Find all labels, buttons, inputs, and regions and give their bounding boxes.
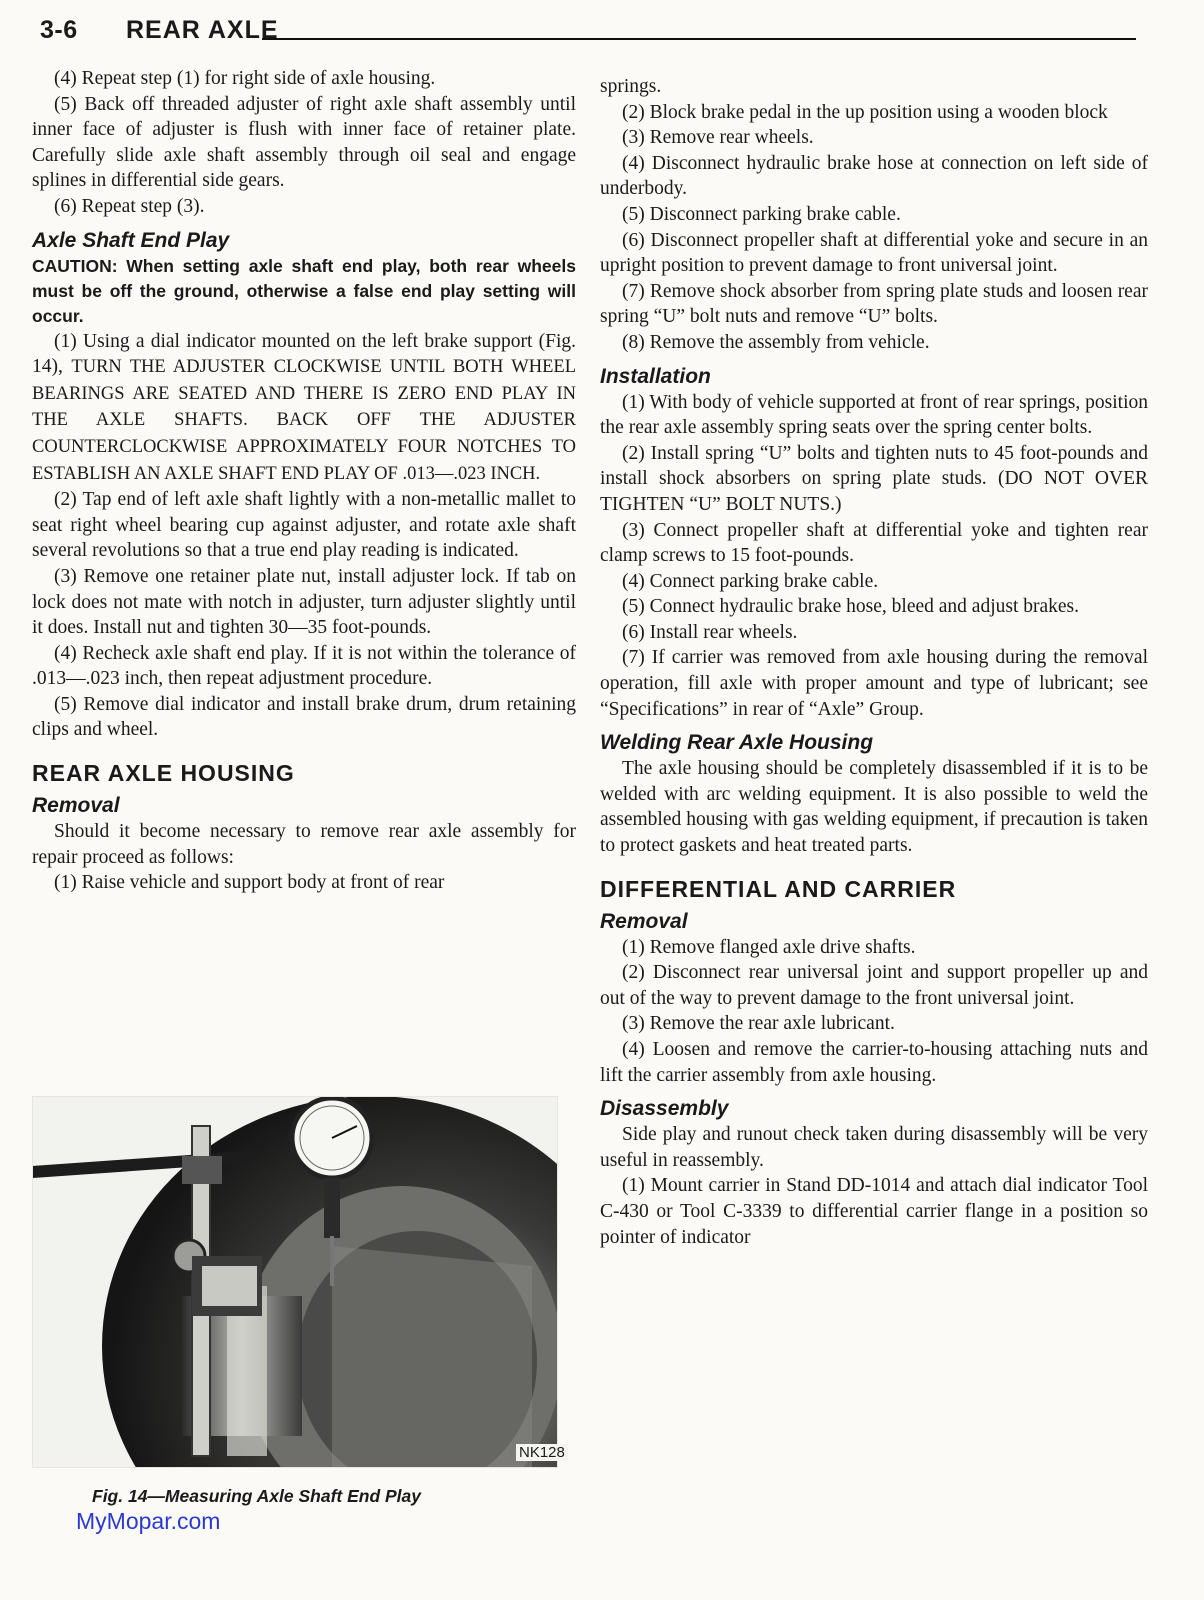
differential-removal-step: (2) Disconnect rear universal joint and support propeller up and out of the way to prevent damage to the front universal joint. — [600, 962, 1148, 1009]
end-play-step: (5) Remove dial indicator and install brake drum, drum retaining clips and wheel. — [32, 693, 576, 741]
removal-step: (6) Disconnect propeller shaft at differential yoke and secure in an upright position to prevent damage to front universal joint. — [600, 229, 1148, 277]
removal-step: (5) Disconnect parking brake cable. — [622, 203, 901, 225]
figure-label: NK128 — [516, 1444, 568, 1461]
step-1-lead: (1) Using a dial indicator mounted on the left brake support (Fig. 14), — [32, 330, 576, 378]
right-column — [600, 74, 1148, 1250]
differential-section-title: DIFFERENTIAL AND CARRIER — [600, 875, 957, 902]
disassembly-paragraph: Side play and runout check taken during disassembly will be very useful in reassembly. — [600, 1124, 1148, 1171]
installation-step: (1) With body of vehicle supported at front of rear springs, position the rear axle assembly spring seats over the spring center bolts. — [600, 391, 1148, 439]
page-title: REAR AXLE — [126, 16, 279, 44]
installation-heading: Installation — [600, 364, 711, 388]
left-column — [32, 66, 576, 896]
end-play-step-1 — [32, 329, 576, 488]
mymopar-link[interactable]: MyMopar.com — [76, 1508, 221, 1534]
installation-step: (7) If carrier was removed from axle housing during the removal operation, fill axle with proper amount and type of lubricant; see “Specifications” in rear of “Axle” Group. — [600, 647, 1148, 720]
differential-removal-step: (4) Loosen and remove the carrier-to-housing attaching nuts and lift the carrier assembly from axle housing. — [600, 1039, 1148, 1086]
end-play-step: (2) Tap end of left axle shaft lightly with a non-metallic mallet to seat right wheel bearing cup against adjuster, and rotate axle shaft several revolutions so that a true end play reading is indicated. — [32, 489, 576, 562]
welding-paragraph: The axle housing should be completely disassembled if it is to be welded with arc welding equipment. It is also possible to weld the assembled housing with gas welding equipment, if precaution is taken to protect gaskets and heat treated parts. — [600, 758, 1148, 857]
welding-heading: Welding Rear Axle Housing — [600, 731, 874, 755]
paragraph: (4) Repeat step (1) for right side of axle housing. — [54, 68, 436, 89]
differential-removal-step: (1) Remove flanged axle drive shafts. — [622, 936, 916, 958]
removal-step: (2) Block brake pedal in the up position using a wooden block — [622, 101, 1108, 123]
removal-step: (4) Disconnect hydraulic brake hose at connection on left side of underbody. — [600, 152, 1148, 200]
figure-caption: Fig. 14—Measuring Axle Shaft End Play — [92, 1486, 422, 1506]
page-header — [40, 14, 1136, 54]
end-play-step: (3) Remove one retainer plate nut, install adjuster lock. If tab on lock does not mate with notch in adjuster, turn adjuster slightly until it does. Install nut and tighten 30—35 foot-pounds. — [32, 565, 576, 639]
disassembly-heading: Disassembly — [600, 1097, 729, 1121]
end-play-heading: Axle Shaft End Play — [32, 228, 230, 252]
removal-step: (3) Remove rear wheels. — [622, 127, 814, 149]
figure-14 — [32, 1096, 565, 1468]
caution-note: CAUTION: When setting axle shaft end play, both rear wheels must be off the ground, otherwise a false end play setting will occur. — [32, 255, 576, 326]
paragraph: Should it become necessary to remove rear axle assembly for repair proceed as follows: — [32, 821, 576, 868]
removal-step: (7) Remove shock absorber from spring plate studs and loosen rear spring “U” bolt nuts and remove “U” bolts. — [600, 280, 1148, 328]
installation-step: (2) Install spring “U” bolts and tighten nuts to 45 foot-pounds and install shock absorbers on spring plate studs. (DO NOT OVER TIGHTEN “U” BOLT NUTS.) — [600, 442, 1148, 515]
disassembly-paragraph: (1) Mount carrier in Stand DD-1014 and attach dial indicator Tool C-430 or Tool C-3339 to differential carrier flange in a position so pointer of indicator — [600, 1175, 1148, 1248]
page-number: 3-6 — [40, 16, 78, 44]
housing-section-title: REAR AXLE HOUSING — [32, 760, 295, 787]
differential-removal-step: (3) Remove the rear axle lubricant. — [622, 1013, 895, 1035]
differential-removal-heading: Removal — [600, 909, 688, 933]
paragraph: (1) Raise vehicle and support body at front of rear — [54, 872, 445, 894]
end-play-step: (4) Recheck axle shaft end play. If it is not within the tolerance of .013—.023 inch, then repeat adjustment procedure. — [32, 642, 576, 690]
header-rule — [262, 38, 1136, 40]
dial-indicator-photo — [32, 1096, 558, 1468]
paragraph: (6) Repeat step (3). — [54, 195, 205, 217]
step-1-caps: TURN THE ADJUSTER CLOCKWISE UNTIL BOTH WHEEL BEARINGS ARE SEATED AND THERE IS ZERO END PLAY IN THE AXLE SHAFTS. BACK OFF THE ADJUSTER COUNTERCLOCKWISE APPROXIMATELY FOUR NOTCHES TO ESTABLISH AN AXLE SHAFT END PLAY OF .013—.023 INCH. — [32, 357, 576, 484]
removal-step: (8) Remove the assembly from vehicle. — [622, 331, 930, 353]
installation-step: (5) Connect hydraulic brake hose, bleed and adjust brakes. — [622, 596, 1080, 618]
installation-step: (3) Connect propeller shaft at differential yoke and tighten rear clamp screws to 15 foot-pounds. — [600, 519, 1148, 567]
paragraph: springs. — [600, 76, 662, 97]
installation-step: (4) Connect parking brake cable. — [622, 570, 879, 592]
paragraph: (5) Back off threaded adjuster of right axle shaft assembly until inner face of adjuster is flush with inner face of retainer plate. Carefully slide axle shaft assembly through oil seal and engage splines in differential side gears. — [32, 93, 576, 192]
installation-step: (6) Install rear wheels. — [622, 621, 798, 643]
housing-removal-heading: Removal — [32, 794, 120, 818]
